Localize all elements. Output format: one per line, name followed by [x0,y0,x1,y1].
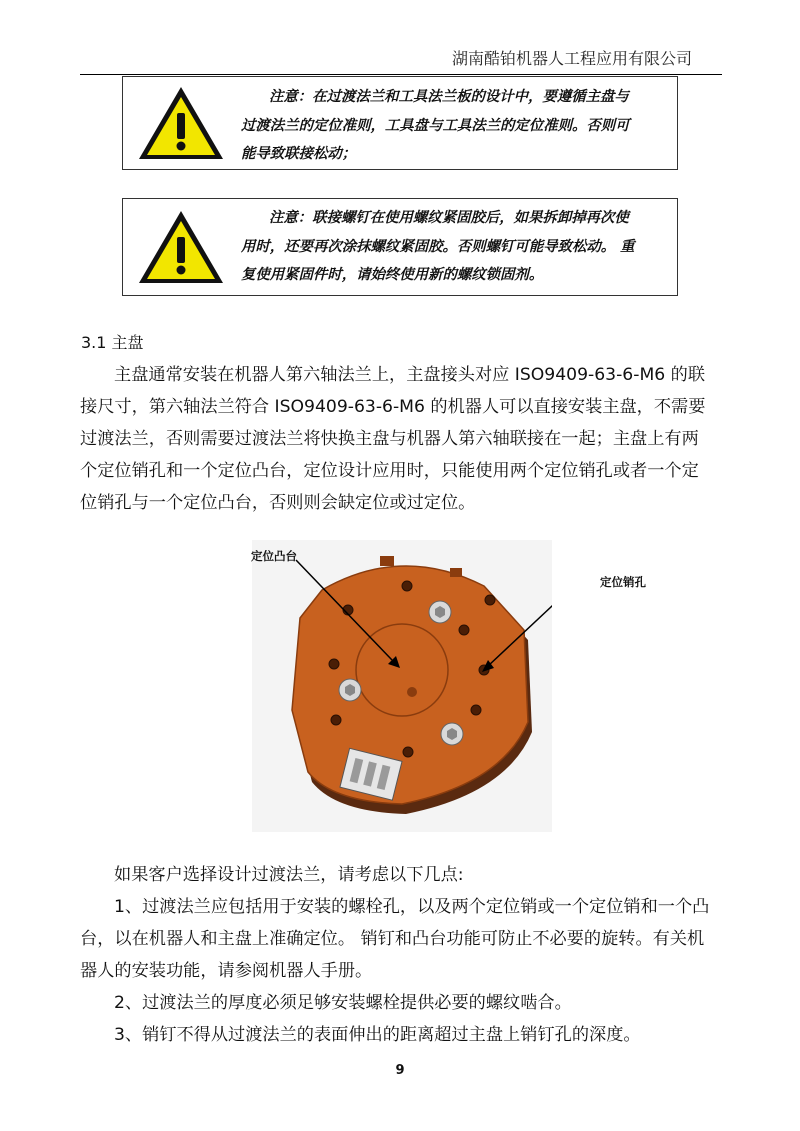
warning-1-line-1: 注意：在过渡法兰和工具法兰板的设计中，要遵循主盘与 [269,89,629,105]
consideration-line: 3、销钉不得从过渡法兰的表面伸出的距离超过主盘上销钉孔的深度。 [114,1025,641,1045]
label-positioning-boss: 定位凸台 [251,549,297,563]
paragraph-line: 个定位销孔和一个定位凸台，定位设计应用时，只能使用两个定位销孔或者一个定 [80,461,699,481]
considerations-intro: 如果客户选择设计过渡法兰，请考虑以下几点: [114,865,464,885]
paragraph-line: 接尺寸，第六轴法兰符合 ISO9409-63-6-M6 的机器人可以直接安装主盘，不需要 [80,397,706,417]
warning-2-line-1: 注意：联接螺钉在使用螺纹紧固胶后，如果拆卸掉再次使 [269,210,629,226]
paragraph-line: 位销孔与一个定位凸台，否则则会缺定位或过定位。 [80,493,476,513]
section-heading: 3.1 主盘 [81,333,144,352]
warning-triangle-icon [135,207,227,287]
warning-1-line-2: 过渡法兰的定位准则，工具盘与工具法兰的定位准则。否则可 [241,117,630,134]
master-plate-drawing [252,540,552,832]
warning-2-line-2: 用时，还要再次涂抹螺纹紧固胶。否则螺钉可能导致松动。 重 [241,238,635,255]
warning-box-2 [122,198,678,296]
paragraph-line: 过渡法兰，否则需要过渡法兰将快换主盘与机器人第六轴联接在一起；主盘上有两 [80,429,699,449]
warning-1-line-3: 能导致联接松动； [241,146,357,162]
consideration-line: 器人的安装功能，请参阅机器人手册。 [80,961,373,981]
label-positioning-pin-hole: 定位销孔 [600,575,646,589]
warning-2-line-3: 复使用紧固件时，请始终使用新的螺纹锁固剂。 [241,267,544,283]
consideration-line: 台，以在机器人和主盘上准确定位。 销钉和凸台功能可防止不必要的旋转。有关机 [80,929,705,949]
page-number: 9 [395,1063,405,1078]
consideration-line: 2、过渡法兰的厚度必须足够安装螺栓提供必要的螺纹啮合。 [114,993,572,1013]
warning-box-1 [122,76,678,170]
master-plate-figure [252,540,552,832]
header-rule [80,74,722,75]
warning-triangle-icon [135,83,227,163]
consideration-line: 1、过渡法兰应包括用于安装的螺栓孔，以及两个定位销或一个定位销和一个凸 [114,897,710,917]
paragraph-line: 主盘通常安装在机器人第六轴法兰上，主盘接头对应 ISO9409-63-6-M6 的联 [114,365,706,385]
company-name: 湖南酷铂机器人工程应用有限公司 [451,49,692,68]
